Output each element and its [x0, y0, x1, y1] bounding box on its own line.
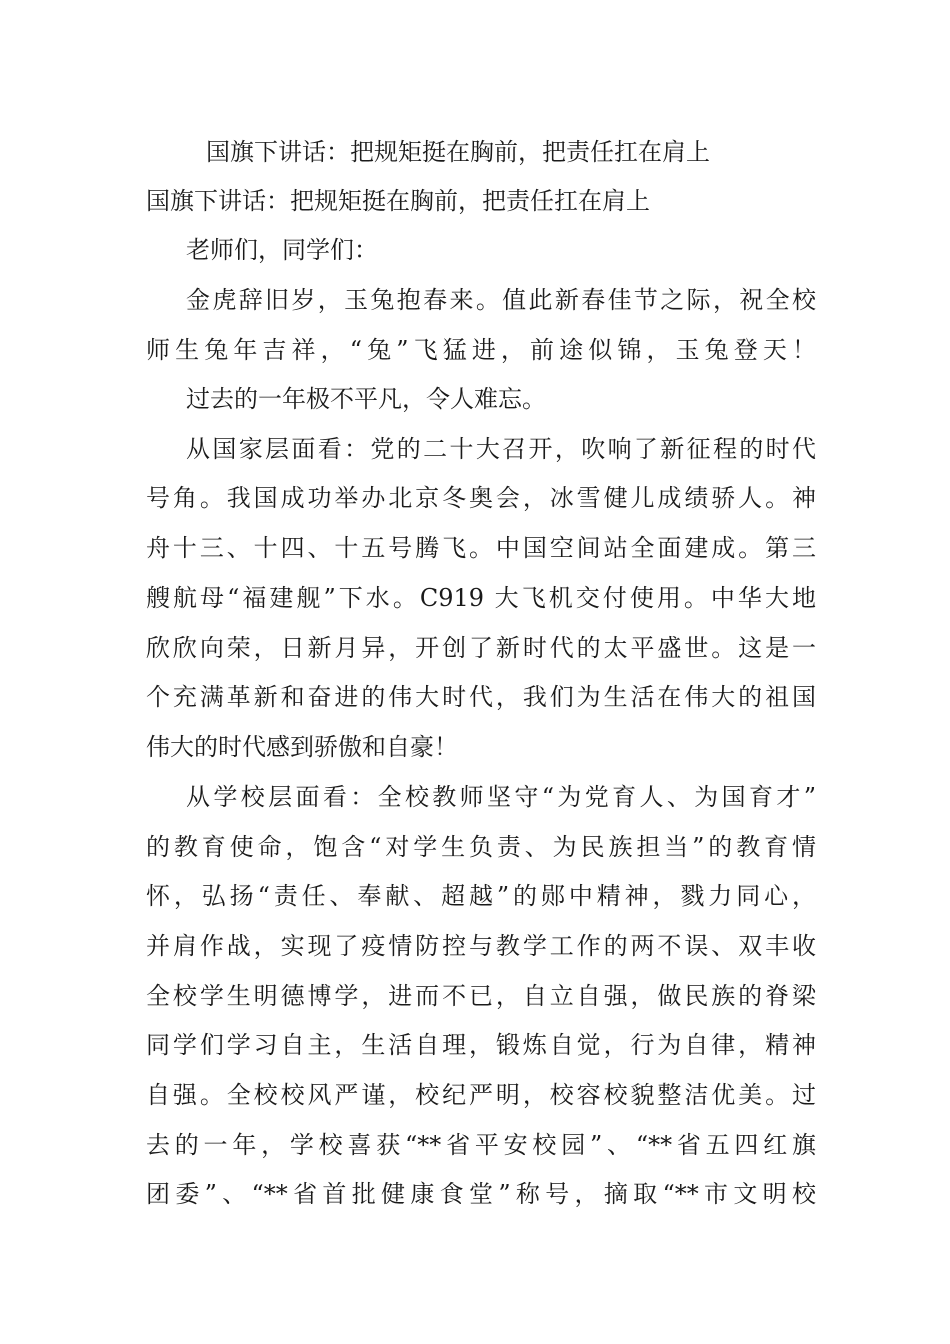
paragraph-line: 个充满革新和奋进的伟大时代，我们为生活在伟大的祖国	[146, 683, 816, 711]
paragraph-line: 怀，弘扬“责任、奉献、超越”的郧中精神，戮力同心，	[146, 882, 816, 910]
paragraph-line: 团委”、“**省首批健康食堂”称号，摘取“**市文明校	[146, 1180, 816, 1208]
paragraph-line: 去的一年，学校喜获“**省平安校园”、“**省五四红旗	[146, 1131, 816, 1159]
paragraph-line: 金虎辞旧岁，玉兔抱春来。值此新春佳节之际，祝全校	[186, 286, 816, 314]
greeting: 老师们，同学们：	[186, 236, 378, 264]
paragraph-line: 号角。我国成功举办北京冬奥会，冰雪健儿成绩骄人。神	[146, 484, 816, 512]
document-heading: 国旗下讲话：把规矩挺在胸前，把责任扛在肩上	[206, 138, 710, 166]
document-subheading: 国旗下讲话：把规矩挺在胸前，把责任扛在肩上	[146, 187, 650, 215]
paragraph-line: 同学们学习自主，生活自理，锻炼自觉，行为自律，精神	[146, 1031, 816, 1059]
paragraph-line: 舟十三、十四、十五号腾飞。中国空间站全面建成。第三	[146, 534, 816, 562]
paragraph-line: 自强。全校校风严谨，校纪严明，校容校貌整洁优美。过	[146, 1081, 816, 1109]
paragraph-line: 的教育使命，饱含“对学生负责、为民族担当”的教育情	[146, 833, 816, 861]
paragraph-line: 艘航母“福建舰”下水。C919 大飞机交付使用。中华大地	[146, 584, 816, 612]
paragraph-line: 伟大的时代感到骄傲和自豪！	[146, 733, 458, 761]
paragraph-line: 从国家层面看：党的二十大召开，吹响了新征程的时代	[186, 435, 816, 463]
paragraph-line: 全校学生明德博学，进而不已，自立自强，做民族的脊梁	[146, 982, 816, 1010]
paragraph-line: 师生兔年吉祥，“兔”飞猛进，前途似锦，玉兔登天！	[146, 336, 816, 364]
paragraph-line: 并肩作战，实现了疫情防控与教学工作的两不误、双丰收	[146, 932, 816, 960]
paragraph-line: 过去的一年极不平凡，令人难忘。	[186, 385, 546, 413]
paragraph-line: 从学校层面看：全校教师坚守“为党育人、为国育才”	[186, 783, 816, 811]
paragraph-line: 欣欣向荣，日新月异，开创了新时代的太平盛世。这是一	[146, 634, 816, 662]
